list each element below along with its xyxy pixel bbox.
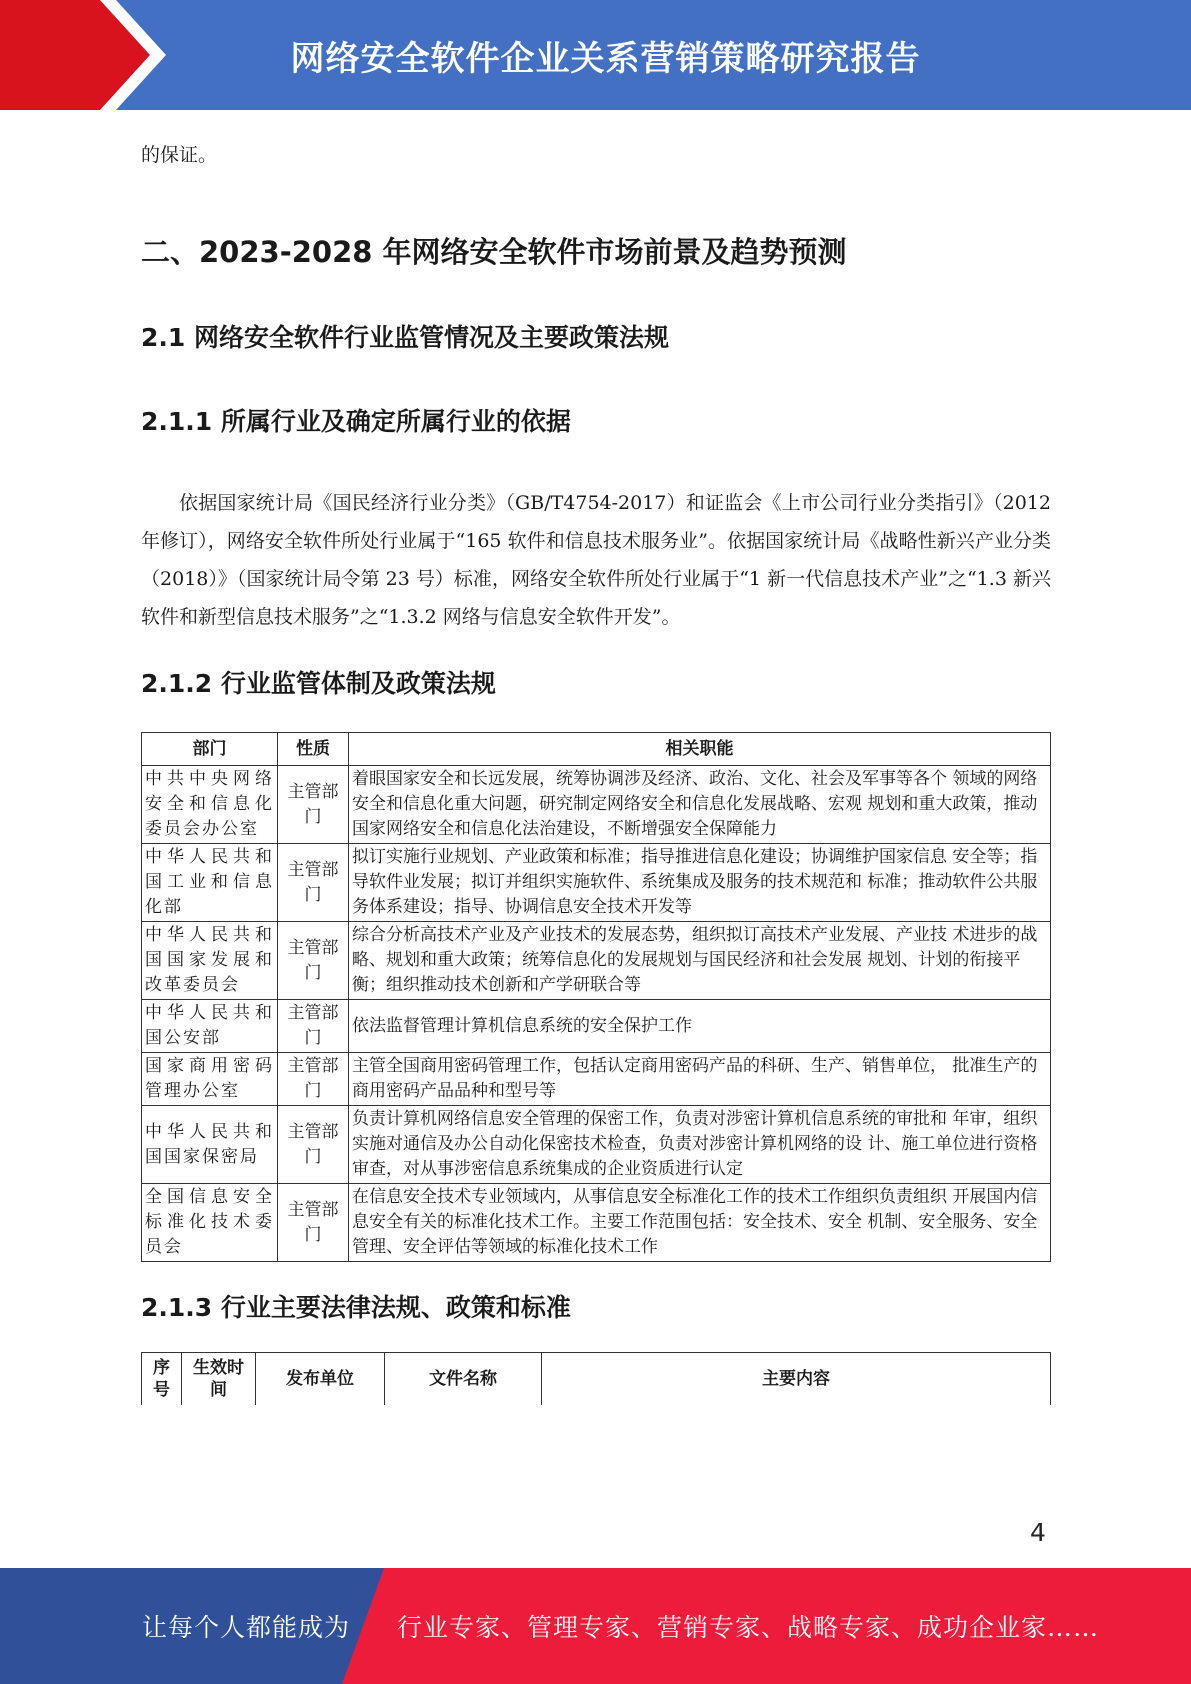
page-number: 4 [1030, 1518, 1046, 1547]
function-cell: 主管全国商用密码管理工作，包括认定商用密码产品的科研、生产、销售单位， 批准生产的商用密码产品品种和型号等 [349, 1053, 1051, 1106]
function-cell: 着眼国家安全和长远发展，统筹协调涉及经济、政治、文化、社会及军事等各个 领域的网络安全和信息化重大问题，研究制定网络安全和信息化发展战略、宏观 规划和重大政策，推动国家网络安全和信息化法治建设，不断增强安全保障能力 [349, 766, 1051, 844]
nature-cell: 主管部门 [278, 1000, 349, 1053]
regulators-table [141, 732, 1051, 1262]
table-row [142, 1106, 1051, 1184]
department-cell: 中华人民共和国国家保密局 [142, 1106, 278, 1184]
table-row [142, 922, 1051, 1000]
nature-cell: 主管部门 [278, 922, 349, 1000]
column-header: 生效时间 [182, 1353, 256, 1406]
section-heading: 二、2023-2028 年网络安全软件市场前景及趋势预测 [141, 235, 847, 269]
column-header: 性质 [278, 733, 349, 766]
table-row [142, 1053, 1051, 1106]
table-row [142, 1184, 1051, 1262]
page-footer [0, 1568, 1191, 1684]
column-header: 序号 [142, 1353, 182, 1406]
laws-table [141, 1352, 1051, 1405]
department-cell: 国家商用密码管理办公室 [142, 1053, 278, 1106]
subsection-heading-2-1: 2.1 网络安全软件行业监管情况及主要政策法规 [141, 323, 669, 352]
column-header: 相关职能 [349, 733, 1051, 766]
department-cell: 中华人民共和国国家发展和改革委员会 [142, 922, 278, 1000]
nature-cell: 主管部门 [278, 1106, 349, 1184]
function-cell: 综合分析高技术产业及产业技术的发展态势，组织拟订高技术产业发展、产业技 术进步的战略、规划和重大政策；统筹信息化的发展规划与国民经济和社会发展 规划、计划的衔接平衡；组织推动技术创新和产学研联合等 [349, 922, 1051, 1000]
subsection-heading-2-1-3: 2.1.3 行业主要法律法规、政策和标准 [141, 1293, 571, 1322]
table-row [142, 1000, 1051, 1053]
function-cell: 负责计算机网络信息安全管理的保密工作，负责对涉密计算机信息系统的审批和 年审，组织实施对通信及办公自动化保密技术检查，负责对涉密计算机网络的设 计、施工单位进行资格审查，对从事涉密信息系统集成的企业资质进行认定 [349, 1106, 1051, 1184]
function-cell: 依法监督管理计算机信息系统的安全保护工作 [349, 1000, 1051, 1053]
nature-cell: 主管部门 [278, 766, 349, 844]
department-cell: 中华人民共和国工业和信息化部 [142, 844, 278, 922]
table-row [142, 766, 1051, 844]
column-header: 主要内容 [542, 1353, 1051, 1406]
footer-slogan-right: 行业专家、管理专家、营销专家、战略专家、成功企业家…… [397, 1613, 1100, 1642]
function-cell: 在信息安全技术专业领域内，从事信息安全标准化工作的技术工作组织负责组织 开展国内信息安全有关的标准化技术工作。主要工作范围包括：安全技术、安全 机制、安全服务、安全管理、安全评估等领域的标准化技术工作 [349, 1184, 1051, 1262]
function-cell: 拟订实施行业规划、产业政策和标准；指导推进信息化建设；协调维护国家信息 安全等；指导软件业发展；拟订并组织实施软件、系统集成及服务的技术规范和 标准；推动软件公共服务体系建设；指导、协调信息安全技术开发等 [349, 844, 1051, 922]
department-cell: 中共中央网络安全和信息化委员会办公室 [142, 766, 278, 844]
nature-cell: 主管部门 [278, 844, 349, 922]
subsection-heading-2-1-2: 2.1.2 行业监管体制及政策法规 [141, 669, 496, 698]
column-header: 文件名称 [385, 1353, 542, 1406]
report-title: 网络安全软件企业关系营销策略研究报告 [290, 38, 921, 79]
page-content [141, 130, 1051, 1405]
table-row [142, 844, 1051, 922]
column-header: 部门 [142, 733, 278, 766]
footer-slogan-left: 让每个人都能成为 [142, 1613, 351, 1642]
page-header [0, 0, 1191, 110]
industry-classification-paragraph: 依据国家统计局《国民经济行业分类》（GB/T4754-2017）和证监会《上市公司行业分类指引》（2012 年修订），网络安全软件所处行业属于“165 软件和信息技术服务业”。依据国家统计局《战略性新兴产业分类（2018）》（国家统计局令第 23 号）标准，网络安全软件所处行业属于“1 新一代信息技术产业”之“1.3 新兴软件和新型信息技术服务”之“1.3.2 网络与信息安全软件开发”。 [141, 492, 1051, 628]
table-header-row [142, 733, 1051, 766]
table-header-row [142, 1353, 1051, 1406]
nature-cell: 主管部门 [278, 1184, 349, 1262]
department-cell: 全国信息安全标准化技术委员会 [142, 1184, 278, 1262]
department-cell: 中华人民共和国公安部 [142, 1000, 278, 1053]
column-header: 发布单位 [256, 1353, 385, 1406]
continuation-text: 的保证。 [141, 144, 218, 166]
subsection-heading-2-1-1: 2.1.1 所属行业及确定所属行业的依据 [141, 407, 571, 436]
nature-cell: 主管部门 [278, 1053, 349, 1106]
